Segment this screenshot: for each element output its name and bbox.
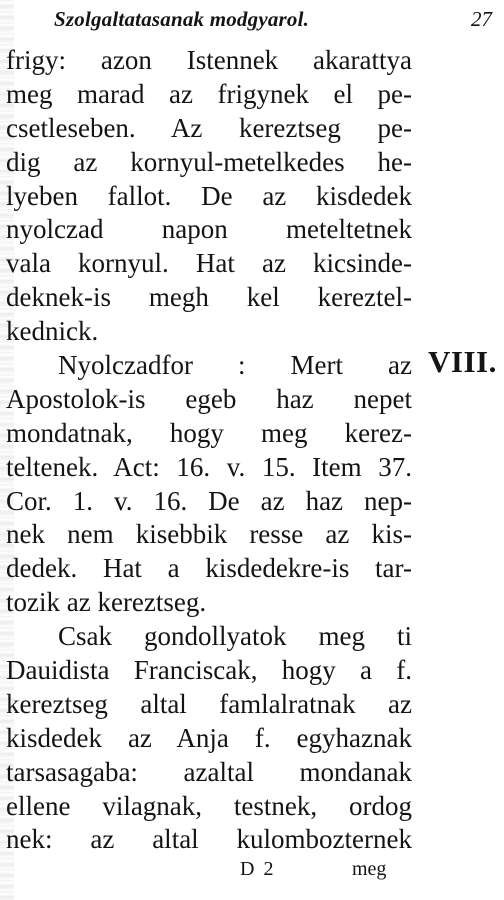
text-line: csetleseben. Az kereztseg pe- [6,112,412,143]
margin-section-number: VIII. [428,344,497,379]
text-line: kereztseg altal famlalratnak az [6,688,412,719]
text-line: dig az kornyul-metelkedes he- [6,146,412,177]
text-line: Dauidista Franciscak, hogy a f. [6,655,412,686]
text-line: nek nem kisebbik resse az kis- [6,519,412,550]
text-line: teltenek. Act: 16. v. 15. Item 37. [6,451,412,482]
text-line: nyolczad napon meteltetnek [6,214,412,245]
text-line: dedek. Hat a kisdedekre-is tar- [6,553,412,584]
body-text [6,44,412,857]
text-line: tarsasagaba: azaltal mondanak [6,756,412,787]
paragraph-start-line: Nyolczadfor : Mert az [58,350,412,381]
text-line: tozik az kereztseg. [6,587,207,618]
page-footer [0,856,504,892]
text-line: kisdedek az Anja f. egyhaznak [6,722,412,753]
text-line: mondatnak, hogy meg kerez- [6,417,412,448]
text-line: lyeben fallot. De az kisdedek [6,180,412,211]
text-line: ellene vilagnak, testnek, ordog [6,790,412,821]
text-line: vala kornyul. Hat az kicsinde- [6,248,412,279]
text-line: meg marad az frigynek el pe- [6,78,412,109]
text-line: Apostolok-is egeb haz nepet [6,383,412,414]
page-header [26,3,494,37]
catchword: meg [352,858,387,880]
text-line: deknek-is megh kel kereztel- [6,282,412,313]
signature-mark: D 2 [240,858,276,880]
running-head: Szolgaltatasanak modgyarol. [54,7,310,31]
text-line: Cor. 1. v. 16. De az haz nep- [6,485,412,516]
paragraph-start-line: Csak gondollyatok meg ti [58,621,412,652]
text-line: kednick. [6,316,99,347]
text-line: frigy: azon Istennek akarattya [6,45,412,75]
page-number: 27 [471,7,492,31]
text-line: nek: az altal kulombozternek [6,824,412,855]
